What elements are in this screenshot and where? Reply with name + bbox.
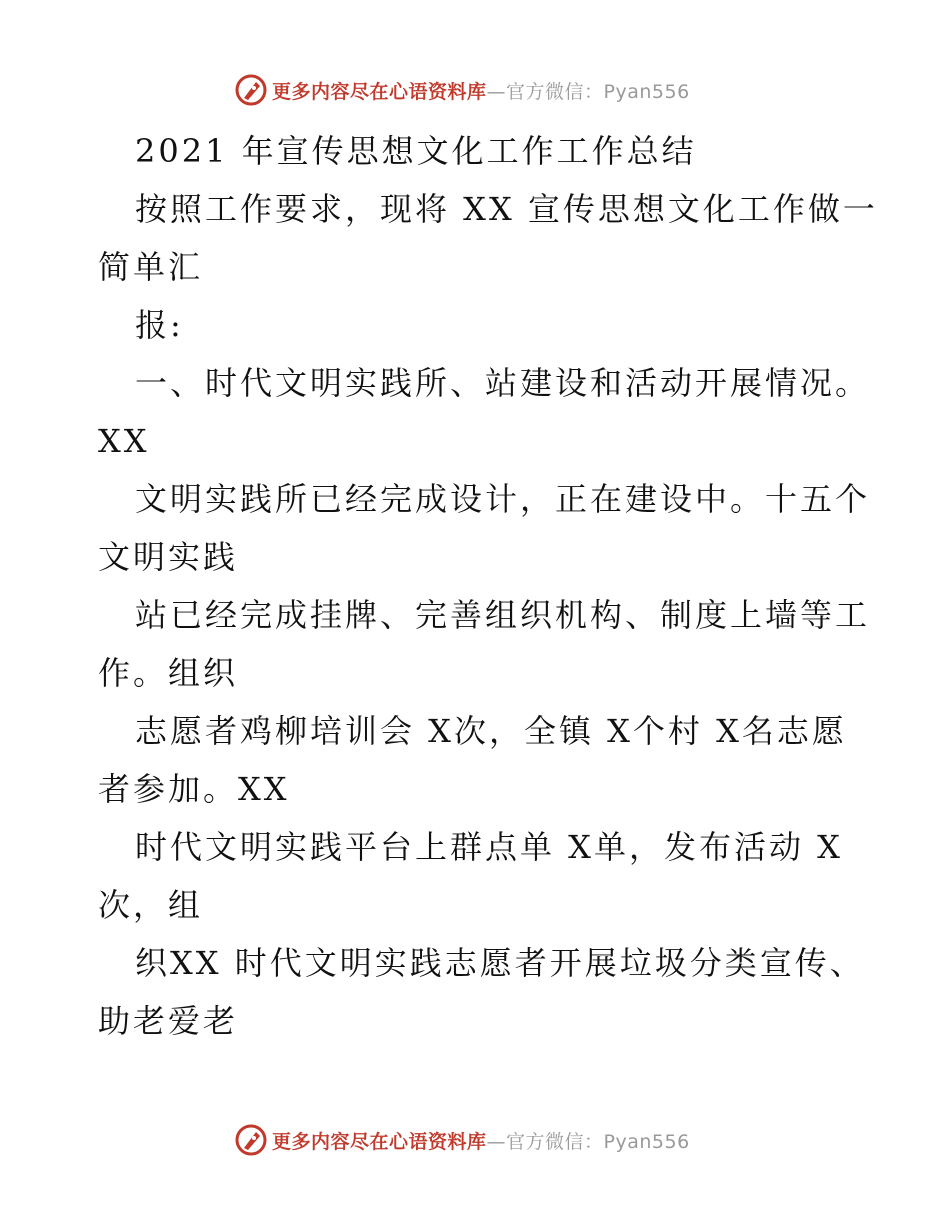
watermark-banner-top (234, 70, 690, 110)
doc-line: 2021 年宣传思想文化工作工作总结 (135, 132, 697, 170)
document-body (98, 122, 878, 1050)
doc-line: 作。组织 (98, 654, 239, 692)
doc-line: XX (98, 422, 150, 460)
watermark-contact: —官方微信：Pyan556 (486, 80, 690, 103)
doc-line: 一、时代文明实践所、站建设和活动开展情况。 (135, 364, 871, 402)
watermark-banner-bottom (234, 1120, 690, 1160)
doc-line: 者参加。XX (98, 770, 290, 808)
watermark-contact: —官方微信：Pyan556 (486, 1130, 690, 1153)
watermark-brand: 更多内容尽在心语资料库 (272, 80, 487, 103)
doc-line: 简单汇 (98, 248, 204, 286)
doc-line: 按照工作要求，现将 XX 宣传思想文化工作做一 (135, 190, 878, 228)
doc-line: 助老爱老 (98, 1002, 239, 1040)
doc-line: 次，组 (98, 886, 204, 924)
watermark-brand: 更多内容尽在心语资料库 (272, 1130, 487, 1153)
doc-line: 时代文明实践平台上群点单 X单，发布活动 X (135, 828, 843, 866)
doc-line: 文明实践所已经完成设计，正在建设中。十五个 (135, 480, 871, 518)
doc-line: 报: (135, 306, 184, 344)
doc-line: 志愿者鸡柳培训会 X次，全镇 X个村 X名志愿 (135, 712, 847, 750)
doc-line: 文明实践 (98, 538, 239, 576)
pen-nib-circle-icon (234, 1123, 268, 1157)
pen-nib-circle-icon (234, 73, 268, 107)
doc-line: 织XX 时代文明实践志愿者开展垃圾分类宣传、 (135, 944, 865, 982)
doc-line: 站已经完成挂牌、完善组织机构、制度上墙等工 (135, 596, 871, 634)
